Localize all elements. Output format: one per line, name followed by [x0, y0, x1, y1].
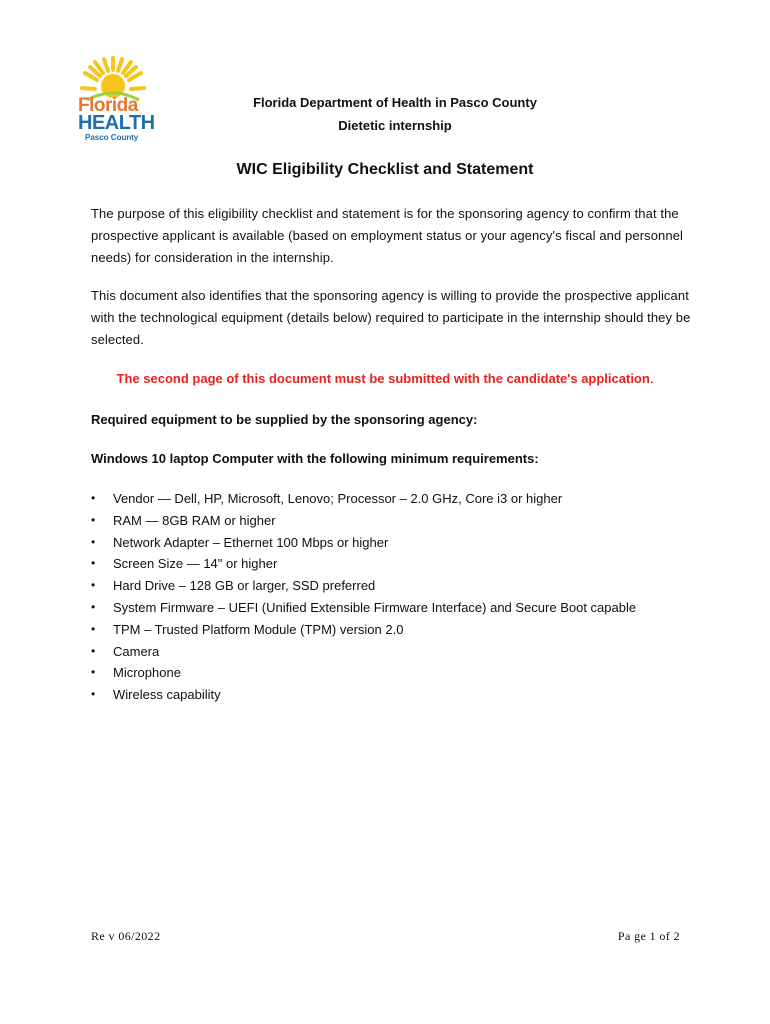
submission-notice [0, 369, 770, 389]
requirements-list [91, 488, 636, 706]
list-item [91, 553, 636, 575]
list-item [91, 641, 636, 663]
list-item-text: Vendor — Dell, HP, Microsoft, Lenovo; Processor – 2.0 GHz, Core i3 or higher [113, 491, 563, 506]
bullet-icon: • [91, 643, 96, 658]
list-item-text: Hard Drive – 128 GB or larger, SSD preferred [113, 578, 376, 594]
list-item [91, 662, 636, 684]
department-name: Florida Department of Health in Pasco County [253, 95, 537, 110]
submission-notice-text: The second page of this document must be submitted with the candidate's application [116, 371, 650, 386]
bullet-icon: • [91, 599, 96, 614]
required-equipment-heading: Required equipment to be supplied by the sponsoring agency: [91, 412, 478, 427]
page-number: Pa ge 1 of 2 [617, 929, 680, 943]
list-item [91, 575, 636, 597]
bullet-icon: • [91, 491, 96, 505]
list-item-text: System Firmware – UEFI (Unified Extensible Firmware Interface) and Secure Boot capable [113, 599, 637, 615]
list-item [91, 532, 636, 554]
list-item [91, 597, 636, 619]
list-item [91, 510, 636, 532]
equipment-paragraph: This document also identifies that the sponsoring agency is willing to provide the prospective applicant with the technological equipment (details below) required to participate in the internship should they be selected. [91, 288, 691, 347]
list-item [91, 619, 636, 641]
bullet-icon: • [91, 621, 96, 636]
bullet-icon: • [91, 512, 96, 527]
bullet-icon: • [91, 578, 96, 593]
document-title: WIC Eligibility Checklist and Statement [236, 161, 534, 178]
bullet-icon: • [91, 687, 96, 702]
list-item-text: Camera [113, 643, 160, 659]
list-item [91, 488, 636, 510]
list-item-text: Wireless capability [113, 687, 221, 703]
list-item-text: RAM — 8GB RAM or higher [113, 512, 276, 528]
revision-label: Re v 06/2022 [91, 929, 161, 943]
logo-health-text: HEALTH [78, 112, 155, 134]
list-item-text: Microphone [113, 665, 181, 681]
list-item-text: Screen Size — 14" or higher [113, 556, 278, 572]
logo-county-text: Pasco County [85, 133, 139, 142]
bullet-icon: • [91, 556, 96, 571]
list-item [91, 684, 636, 706]
list-item-text: Network Adapter – Ethernet 100 Mbps or higher [113, 534, 389, 550]
windows-laptop-heading: Windows 10 laptop Computer with the following minimum requirements: [91, 451, 539, 466]
bullet-icon: • [91, 665, 96, 680]
bullet-icon: • [91, 534, 96, 549]
list-item-text: TPM – Trusted Platform Module (TPM) version 2.0 [113, 621, 404, 637]
program-name: Dietetic internship [338, 118, 452, 133]
purpose-paragraph: The purpose of this eligibility checklist and statement is for the sponsoring agency to confirm that the prospective applicant is available (based on employment status or your agency's fiscal and personnel needs) for consideration in the internship. [91, 206, 684, 265]
logo-florida-text: Florida [78, 95, 138, 116]
submission-notice-period: . [649, 371, 654, 386]
